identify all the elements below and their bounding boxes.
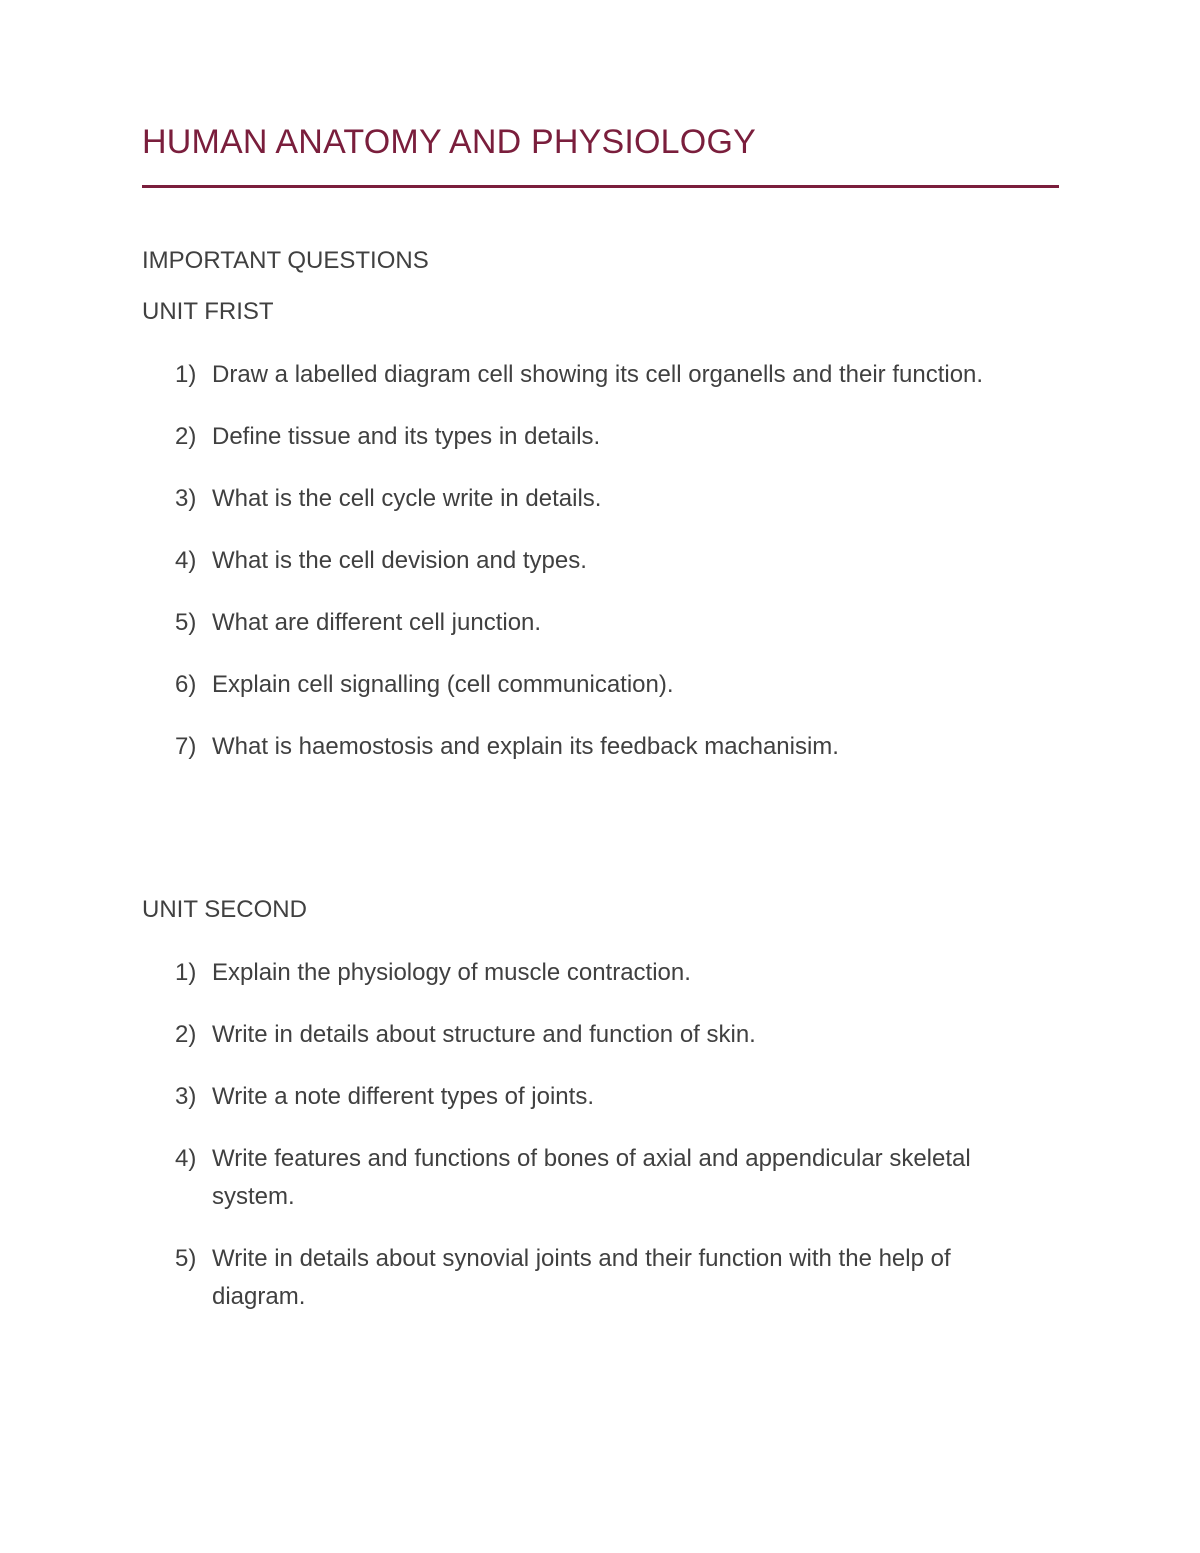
important-questions-label: IMPORTANT QUESTIONS: [142, 247, 429, 274]
question-item: [142, 418, 1042, 456]
question-text: Define tissue and its types in details.: [212, 423, 601, 450]
question-number: 1): [175, 361, 197, 388]
question-text: Write in details about structure and function of skin.: [212, 1021, 756, 1048]
question-number: 5): [175, 1245, 197, 1272]
question-text: Write a note different types of joints.: [212, 1083, 594, 1110]
question-list-unit-1: [142, 356, 1042, 790]
question-text: Draw a labelled diagram cell showing its cell organells and their function.: [212, 361, 984, 388]
title-divider: [142, 185, 1059, 188]
question-number: 3): [175, 485, 197, 512]
question-text: Write features and functions of bones of axial and appendicular skeletal system.: [212, 1145, 971, 1210]
question-item: [142, 604, 1042, 642]
question-number: 2): [175, 423, 197, 450]
question-number: 2): [175, 1021, 197, 1048]
question-item: [142, 1140, 1042, 1216]
question-item: [142, 480, 1042, 518]
question-number: 5): [175, 609, 197, 636]
question-item: [142, 728, 1042, 766]
question-list-unit-2: [142, 954, 1042, 1340]
question-item: [142, 954, 1042, 992]
question-text: What is the cell cycle write in details.: [212, 485, 602, 512]
question-item: [142, 356, 1042, 394]
question-item: [142, 666, 1042, 704]
question-number: 3): [175, 1083, 197, 1110]
question-text: Explain the physiology of muscle contraction.: [212, 959, 691, 986]
question-text: What is the cell devision and types.: [212, 547, 587, 574]
question-item: [142, 1016, 1042, 1054]
unit-heading: UNIT SECOND: [142, 896, 307, 923]
question-number: 7): [175, 733, 197, 760]
document-title: HUMAN ANATOMY AND PHYSIOLOGY: [142, 123, 756, 161]
question-number: 4): [175, 1145, 197, 1172]
question-number: 1): [175, 959, 197, 986]
question-text: What are different cell junction.: [212, 609, 542, 636]
question-text: Explain cell signalling (cell communication).: [212, 671, 674, 698]
question-text: Write in details about synovial joints and their function with the help of diagram.: [212, 1245, 951, 1310]
question-item: [142, 1078, 1042, 1116]
question-item: [142, 1240, 1042, 1316]
question-number: 6): [175, 671, 197, 698]
question-item: [142, 542, 1042, 580]
question-text: What is haemostosis and explain its feedback machanisim.: [212, 733, 839, 760]
question-number: 4): [175, 547, 197, 574]
unit-heading: UNIT FRIST: [142, 298, 274, 325]
